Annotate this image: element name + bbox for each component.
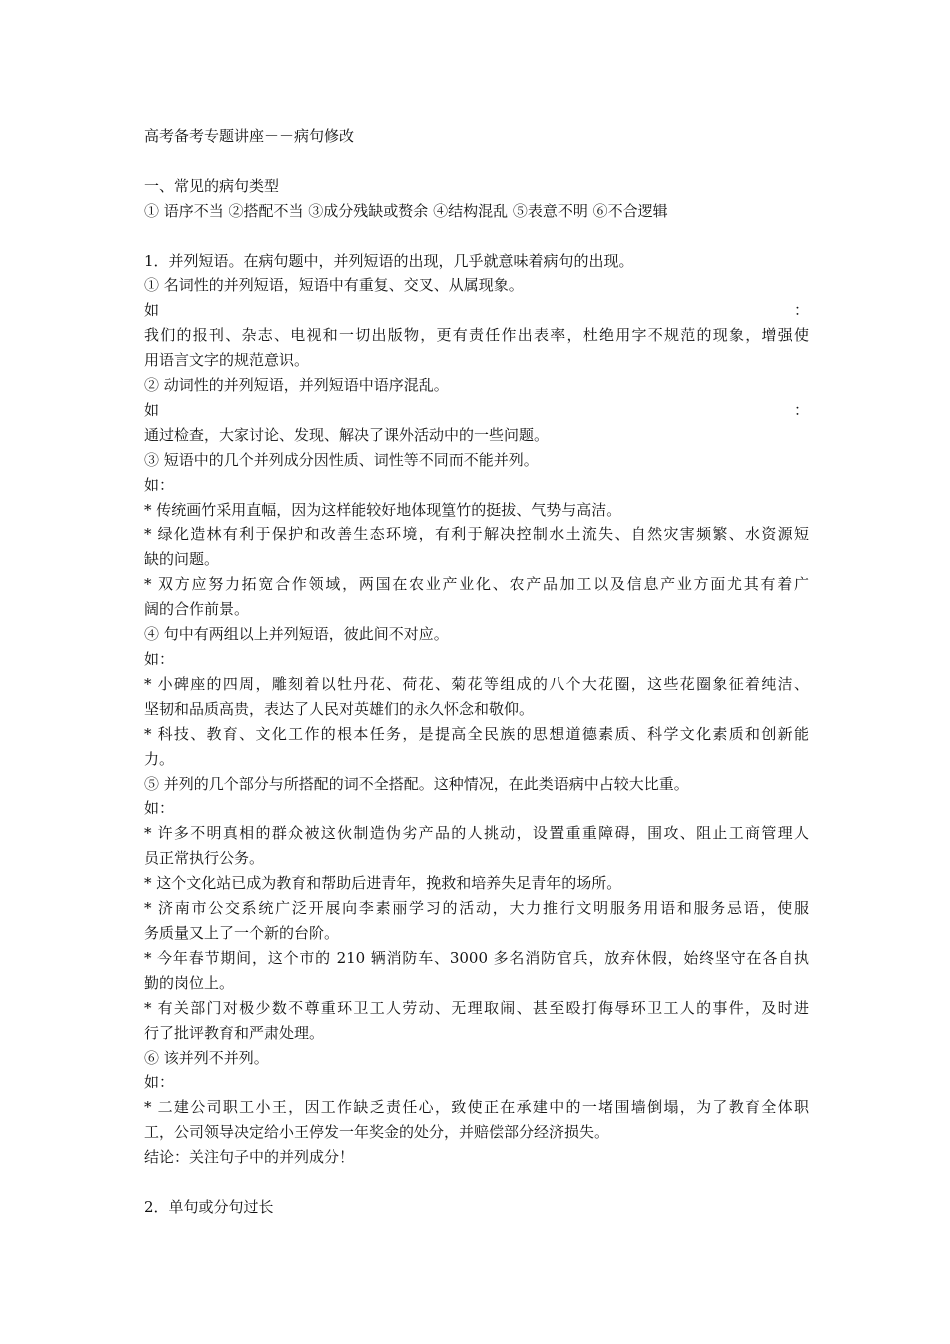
text-line: 阔的合作前景。 [144, 600, 250, 619]
text-line: 坚韧和品质高贵，表达了人民对英雄们的永久怀念和敬仰。 [144, 699, 535, 718]
text-line: 如： [144, 650, 175, 668]
subsection-heading: 1．并列短语。在病句题中，并列短语的出现，几乎就意味着病句的出现。 [144, 251, 634, 270]
text-line: 如： [144, 301, 809, 320]
text-line: 工，公司领导决定给小王停发一年奖金的处分，并赔偿部分经济损失。 [144, 1123, 610, 1142]
text-line: * 许多不明真相的群众被这伙制造伪劣产品的人挑动，设置重重障碍，围攻、阻止工商管理人 [144, 824, 809, 843]
text-line: * 济南市公交系统广泛开展向李素丽学习的活动，大力推行文明服务用语和服务忌语，使服 [144, 899, 809, 918]
text-line: 如： [144, 400, 809, 419]
blank-line [144, 1170, 809, 1195]
text-line: * 科技、教育、文化工作的根本任务，是提高全民族的思想道德素质、科学文化素质和创新能 [144, 724, 809, 743]
text-line: * 传统画竹采用直幅，因为这样能较好地体现篁竹的挺拔、气势与高洁。 [144, 500, 622, 519]
text-line: 务质量又上了一个新的台阶。 [144, 923, 340, 942]
text-line: * 今年春节期间，这个市的 210 辆消防车、3000 多名消防官兵，放弃休假，始终坚守在各自执 [144, 948, 809, 967]
text-line: ① 名词性的并列短语，短语中有重复、交叉、从属现象。 [144, 276, 524, 295]
text-line: 员正常执行公务。 [144, 849, 265, 868]
text-line: * 小碑座的四周，雕刻着以牡丹花、荷花、菊花等组成的八个大花圈，这些花圈象征着纯洁、 [144, 674, 809, 693]
subsection-body [144, 273, 809, 1170]
text-line: 通过检查，大家讨论、发现、解决了课外活动中的一些问题。 [144, 425, 550, 444]
text-line: * 有关部门对极少数不尊重环卫工人劳动、无理取闹、甚至殴打侮辱环卫工人的事件，及时进 [144, 998, 809, 1017]
text-line: * 绿化造林有利于保护和改善生态环境，有利于解决控制水土流失、自然灾害频繁、水资源短 [144, 525, 809, 544]
subsection-heading: 2．单句或分句过长 [144, 1197, 274, 1216]
text-line: ④ 句中有两组以上并列短语，彼此间不对应。 [144, 625, 449, 644]
text-line: ⑤ 并列的几个部分与所搭配的词不全搭配。这种情况，在此类语病中占较大比重。 [144, 774, 689, 793]
text-line: ③ 短语中的几个并列成分因性质、词性等不同而不能并列。 [144, 450, 539, 469]
text-line: * 双方应努力拓宽合作领域，两国在农业产业化、农产品加工以及信息产业方面尤其有着广 [144, 575, 809, 594]
text-line: ⑥ 该并列不并列。 [144, 1048, 269, 1067]
text-line: * 这个文化站已成为教育和帮助后进青年，挽救和培养失足青年的场所。 [144, 874, 622, 893]
text-line: 如： [144, 475, 175, 494]
text-line: 结论：关注句子中的并列成分！ [144, 1148, 355, 1167]
text-line: 缺的问题。 [144, 550, 220, 569]
text-line: 用语言文字的规范意识。 [144, 351, 310, 370]
text-line: 勤的岗位上。 [144, 973, 235, 992]
text-line: * 二建公司职工小王，因工作缺乏责任心，致使正在承建中的一堵围墙倒塌，为了教育全体职 [144, 1098, 809, 1117]
text-line: 力。 [144, 749, 175, 768]
text-line: 行了批评教育和严肃处理。 [144, 1023, 325, 1042]
text-line: 我们的报刊、杂志、电视和一切出版物，更有责任作出表率，杜绝用字不规范的现象，增强使 [144, 326, 809, 345]
document-page [144, 124, 809, 1220]
blank-line [144, 224, 809, 249]
text-line: 如： [144, 1073, 175, 1092]
text-line: ② 动词性的并列短语，并列短语中语序混乱。 [144, 376, 449, 395]
blank-line [144, 149, 809, 174]
section-heading: 一、常见的病句类型 [144, 176, 280, 195]
error-types-list: ① 语序不当 ②搭配不当 ③成分残缺或赘余 ④结构混乱 ⑤表意不明 ⑥不合逻辑 [144, 201, 668, 220]
text-line: 如： [144, 799, 175, 818]
document-title: 高考备考专题讲座－－病句修改 [144, 127, 355, 145]
